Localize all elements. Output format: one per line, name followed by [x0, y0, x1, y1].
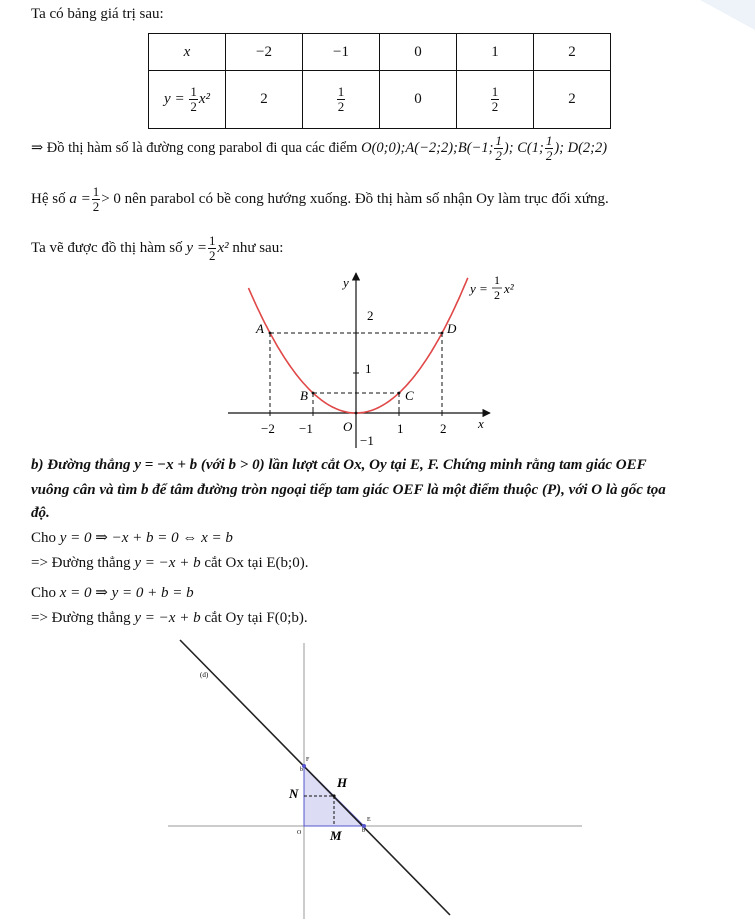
axis-y-label: y	[343, 275, 349, 290]
tick-x-label: −1	[299, 421, 313, 436]
svg-text:2: 2	[494, 288, 500, 302]
tick-neg-y-label: −1	[360, 433, 374, 448]
triangle-graph	[160, 635, 590, 921]
data-point	[398, 392, 401, 395]
table-cell-x: −1	[303, 34, 380, 71]
table-row-y	[149, 71, 611, 129]
label-E: E	[367, 817, 371, 823]
table-cell-y: 2	[534, 71, 611, 129]
data-point	[355, 412, 358, 415]
coef-line: Hệ số a = $\frac{1}{2}$ > 0 nên parabol có bề cong hướng xuống. Đồ thị hàm số nhận Oy làm trục đối xứng.	[31, 184, 609, 214]
label-M: M	[330, 828, 342, 843]
label-N: N	[289, 786, 299, 801]
fraction: $\frac{1}{2}$	[92, 184, 100, 214]
part-b-line1: b) Đường thẳng y = −x + b (với b > 0) lần lượt cắt Ox, Oy tại E, F. Chứng minh rằng tam giác OEF	[31, 457, 647, 473]
table-cell-x: −2	[226, 34, 303, 71]
tick-x-label: −2	[261, 421, 275, 436]
fraction: $\frac{1}{2}$	[208, 233, 216, 263]
data-point	[441, 332, 444, 335]
point-C-label: C	[405, 388, 414, 403]
point-C: C(1; $\frac{1}{2}$ );	[517, 133, 564, 163]
point-O: O(0;0);	[361, 139, 406, 156]
part-b-line3: độ.	[31, 505, 50, 521]
step-line: => Đường thẳng y = −x + b cắt Oy tại F(0;b).	[31, 610, 308, 626]
data-point	[312, 392, 315, 395]
step-line: Cho x = 0 ⇒ y = 0 + b = b	[31, 585, 194, 601]
point-D-label: D	[447, 321, 457, 336]
origin-label: O	[343, 419, 353, 434]
table-row-x	[149, 34, 611, 71]
y-eq-x2: x²	[198, 90, 210, 107]
table-cell-x: 0	[380, 34, 457, 71]
table-cell-y: $\frac{1}{2}$	[303, 71, 380, 129]
point-H-dot	[332, 794, 335, 797]
corner-decoration	[680, 0, 755, 40]
tick-x-label: 2	[440, 421, 447, 436]
point-B-label: B	[300, 388, 308, 403]
table-cell-x: 1	[457, 34, 534, 71]
svg-text:y =: y =	[470, 281, 488, 296]
draw-line: Ta vẽ được đồ thị hàm số y = $\frac{1}{2}$ x² như sau:	[31, 233, 284, 263]
svg-text:x²: x²	[504, 281, 514, 296]
point-B: B(−1; $\frac{1}{2}$ );	[457, 133, 514, 163]
table-cell-x: 2	[534, 34, 611, 71]
label-b-right: b	[362, 828, 365, 834]
value-table	[148, 33, 611, 129]
table-cell-y: 0	[380, 71, 457, 129]
point-A-label: A	[256, 321, 264, 336]
fraction: $\frac{1}{2}$	[190, 84, 197, 114]
label-F: F	[306, 757, 310, 763]
y-eq-lhs: y =	[164, 90, 185, 107]
point-A: A(−2;2);	[405, 139, 458, 156]
label-H: H	[337, 775, 348, 790]
tick-y-label: 2	[367, 308, 374, 323]
data-point	[269, 332, 272, 335]
table-cell-y: 2	[226, 71, 303, 129]
parabola-graph	[200, 265, 520, 455]
table-header-x: x	[149, 34, 226, 71]
points-text: Đồ thị hàm số là đường cong parabol đi qua các điểm	[46, 139, 358, 156]
label-d: (d)	[200, 671, 209, 679]
table-header-y	[149, 71, 226, 129]
step-line: => Đường thẳng y = −x + b cắt Ox tại E(b;0).	[31, 555, 309, 571]
svg-text:1: 1	[494, 273, 500, 287]
point-D: D(2;2)	[567, 139, 608, 156]
intro-text: Ta có bảng giá trị sau:	[31, 6, 164, 22]
label-O: O	[297, 830, 302, 836]
tick-y-label: 1	[365, 361, 372, 376]
label-b-top: b	[300, 767, 303, 773]
tick-x-label: 1	[397, 421, 404, 436]
points-line	[31, 134, 607, 163]
part-b-line2: vuông cân và tìm b để tâm đường tròn ngoại tiếp tam giác OEF là một điểm thuộc (P), với O là gốc tọa	[31, 482, 666, 498]
curve-equation	[468, 273, 515, 302]
implies-arrow: ⇒	[31, 139, 44, 156]
step-line: Cho y = 0 ⇒ −x + b = 0 ⇔ x = b	[31, 530, 233, 546]
table-cell-y: $\frac{1}{2}$	[457, 71, 534, 129]
axis-x-label: x	[478, 416, 484, 431]
line-d	[180, 640, 450, 915]
